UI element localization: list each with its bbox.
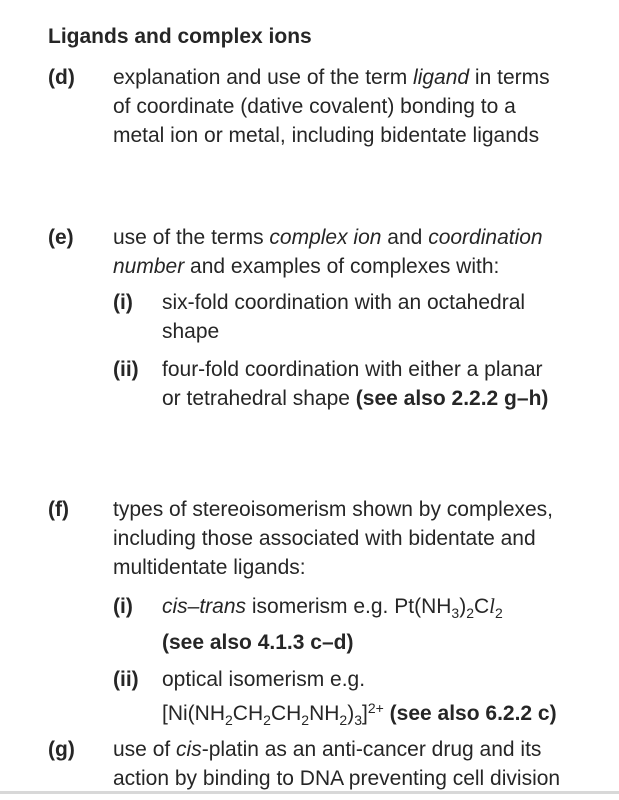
subitem-label-e-ii: (ii) [113,358,139,381]
subitem-content-e-ii: four-fold coordination with either a planar or tetrahedral shape (see also 2.2.2 g–h) [162,358,549,410]
item-content-d: explanation and use of the term ligand in terms of coordinate (dative covalent) bonding to a metal ion or metal, including bidentate ligands [113,66,550,147]
item-label-e: (e) [48,226,74,249]
spec-item-f [48,495,557,735]
spec-subitem-e-ii [113,355,548,413]
item-paragraph-e: use of the terms complex ion and coordination number and examples of complexes with: [113,226,543,278]
item-label-g: (g) [48,738,75,761]
item-paragraph-f: types of stereoisomerism shown by complexes, including those associated with bidentate and multidentate ligands: [113,498,554,579]
spec-subitem-f-ii [113,665,557,735]
item-content-g: use of cis-platin as an anti-cancer drug and its action by binding to DNA preventing cell division [113,738,561,790]
spec-subitem-e-i [113,288,548,346]
item-label-d: (d) [48,66,75,89]
spec-subitem-f-i [113,592,557,657]
subitem-label-e-i: (i) [113,291,133,314]
divider-line [0,791,619,794]
item-content-f [113,495,557,735]
spec-item-e [48,223,548,413]
subitem-content-f-i: cis–trans isomerism e.g. $Pt(NH_3)_2Cl_2$ (see also 4.1.3 c–d) [162,594,503,654]
item-label-f: (f) [48,498,69,521]
subitem-content-f-ii: optical isomerism e.g. $[Ni(NH_2CH_2CH_2NH_2)_3]^{2+}$ (see also 6.2.2 c) [162,668,557,728]
spec-item-d [48,63,550,150]
subitem-label-f-ii: (ii) [113,668,139,691]
spec-item-g [48,735,560,793]
subitem-content-e-i: six-fold coordination with an octahedral shape [162,291,526,343]
item-content-e [113,223,548,413]
subitem-label-f-i: (i) [113,595,133,618]
section-heading: Ligands and complex ions [48,25,312,48]
